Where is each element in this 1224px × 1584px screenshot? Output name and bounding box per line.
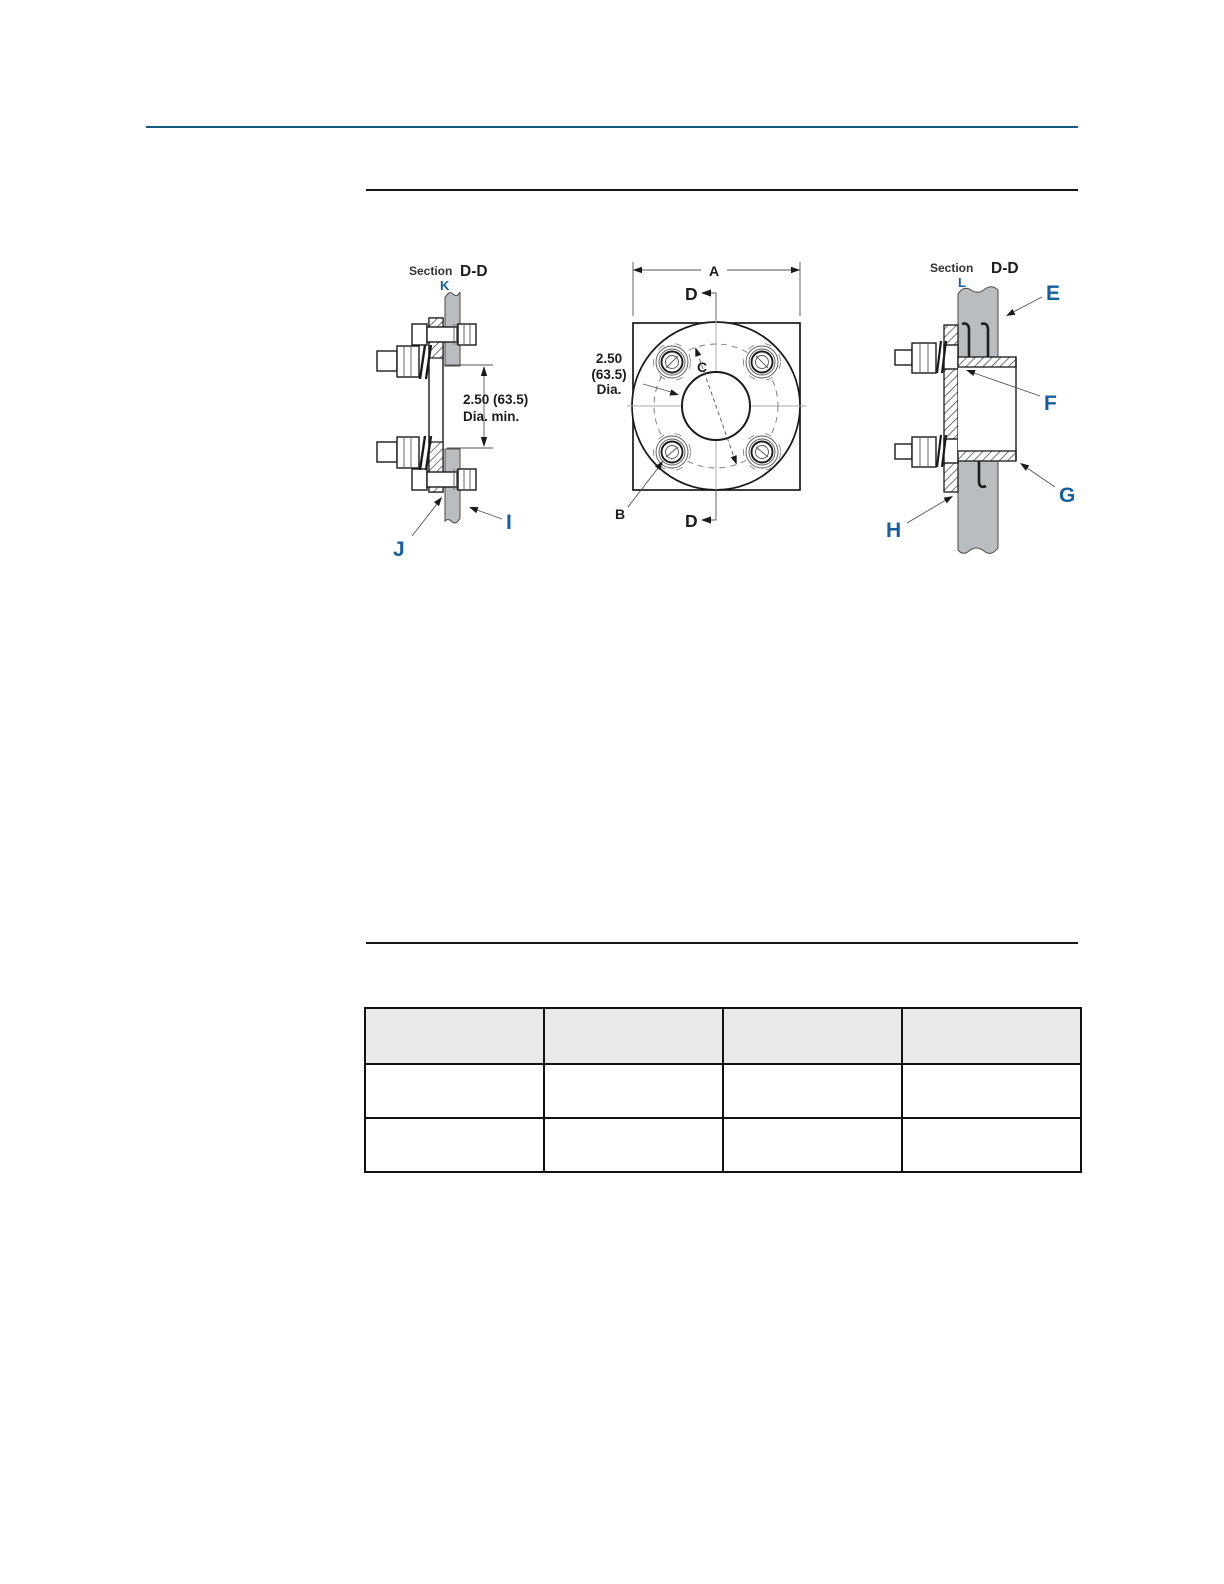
lower-stud-bolt	[895, 435, 946, 467]
panel-hole-dimension	[443, 365, 528, 448]
lock-washer	[937, 341, 941, 373]
label-H-callout	[886, 496, 953, 542]
section-cut-top	[685, 284, 716, 320]
label-G-callout	[1020, 463, 1075, 507]
table-cell	[902, 1064, 1081, 1118]
hole-dim-line1: 2.50	[595, 351, 623, 366]
label-I: I	[506, 511, 512, 534]
lock-washer	[420, 345, 425, 379]
dimension-qualifier: Dia. min.	[463, 409, 520, 424]
table-header-cell	[723, 1008, 902, 1064]
section-label: Section	[930, 261, 974, 275]
label-E-callout	[1006, 282, 1060, 316]
hole-dim-line3: Dia.	[596, 382, 622, 397]
table-header-cell	[544, 1008, 723, 1064]
table-header-cell	[902, 1008, 1081, 1064]
left-section-view	[377, 263, 528, 561]
section-rule-top	[366, 189, 1078, 191]
front-view	[591, 262, 806, 531]
upper-panel-bolt	[412, 324, 476, 345]
label-J-callout	[393, 497, 442, 561]
mounting-diagram	[352, 248, 1088, 568]
lock-washer	[420, 436, 425, 470]
right-section-view	[886, 260, 1075, 553]
table-header-cell	[365, 1008, 544, 1064]
table-header-row	[365, 1008, 1081, 1064]
label-D-top: D	[685, 284, 698, 304]
label-D-bottom: D	[685, 511, 698, 531]
width-dimension	[633, 262, 800, 316]
sleeve-wall-bottom	[958, 451, 1016, 461]
label-B: B	[615, 506, 626, 522]
flange-plate-cross-section	[429, 318, 443, 492]
label-H: H	[886, 519, 902, 542]
table-cell	[365, 1118, 544, 1172]
label-L: L	[958, 275, 966, 290]
table-cell	[723, 1118, 902, 1172]
section-label: Section	[409, 264, 453, 278]
label-I-callout	[469, 507, 512, 534]
table-row	[365, 1064, 1081, 1118]
page-header-rule	[146, 126, 1078, 128]
upper-stud-bolt	[377, 345, 431, 379]
section-name: D-D	[991, 260, 1019, 277]
table-cell	[723, 1064, 902, 1118]
table-cell	[902, 1118, 1081, 1172]
label-F: F	[1044, 392, 1057, 415]
section-name: D-D	[460, 263, 488, 280]
sleeve-wall-top	[958, 357, 1016, 367]
dimension-value: 2.50 (63.5)	[463, 392, 529, 407]
label-E: E	[1046, 282, 1061, 305]
label-G: G	[1059, 484, 1076, 507]
spec-table	[364, 1007, 1082, 1173]
sleeve	[958, 357, 1016, 461]
section-rule-bottom	[366, 942, 1078, 944]
hole-dim-line2: (63.5)	[591, 367, 627, 382]
label-J: J	[393, 538, 405, 561]
label-C: C	[697, 359, 708, 375]
upper-stud-bolt	[895, 341, 946, 373]
label-A: A	[709, 263, 720, 279]
table-cell	[365, 1064, 544, 1118]
label-K: K	[440, 278, 450, 293]
section-cut-bottom	[685, 490, 716, 531]
lower-stud-bolt	[377, 436, 431, 470]
lower-panel-bolt	[412, 469, 476, 490]
table-cell	[544, 1064, 723, 1118]
lock-washer	[937, 435, 941, 467]
table-row	[365, 1118, 1081, 1172]
table-cell	[544, 1118, 723, 1172]
